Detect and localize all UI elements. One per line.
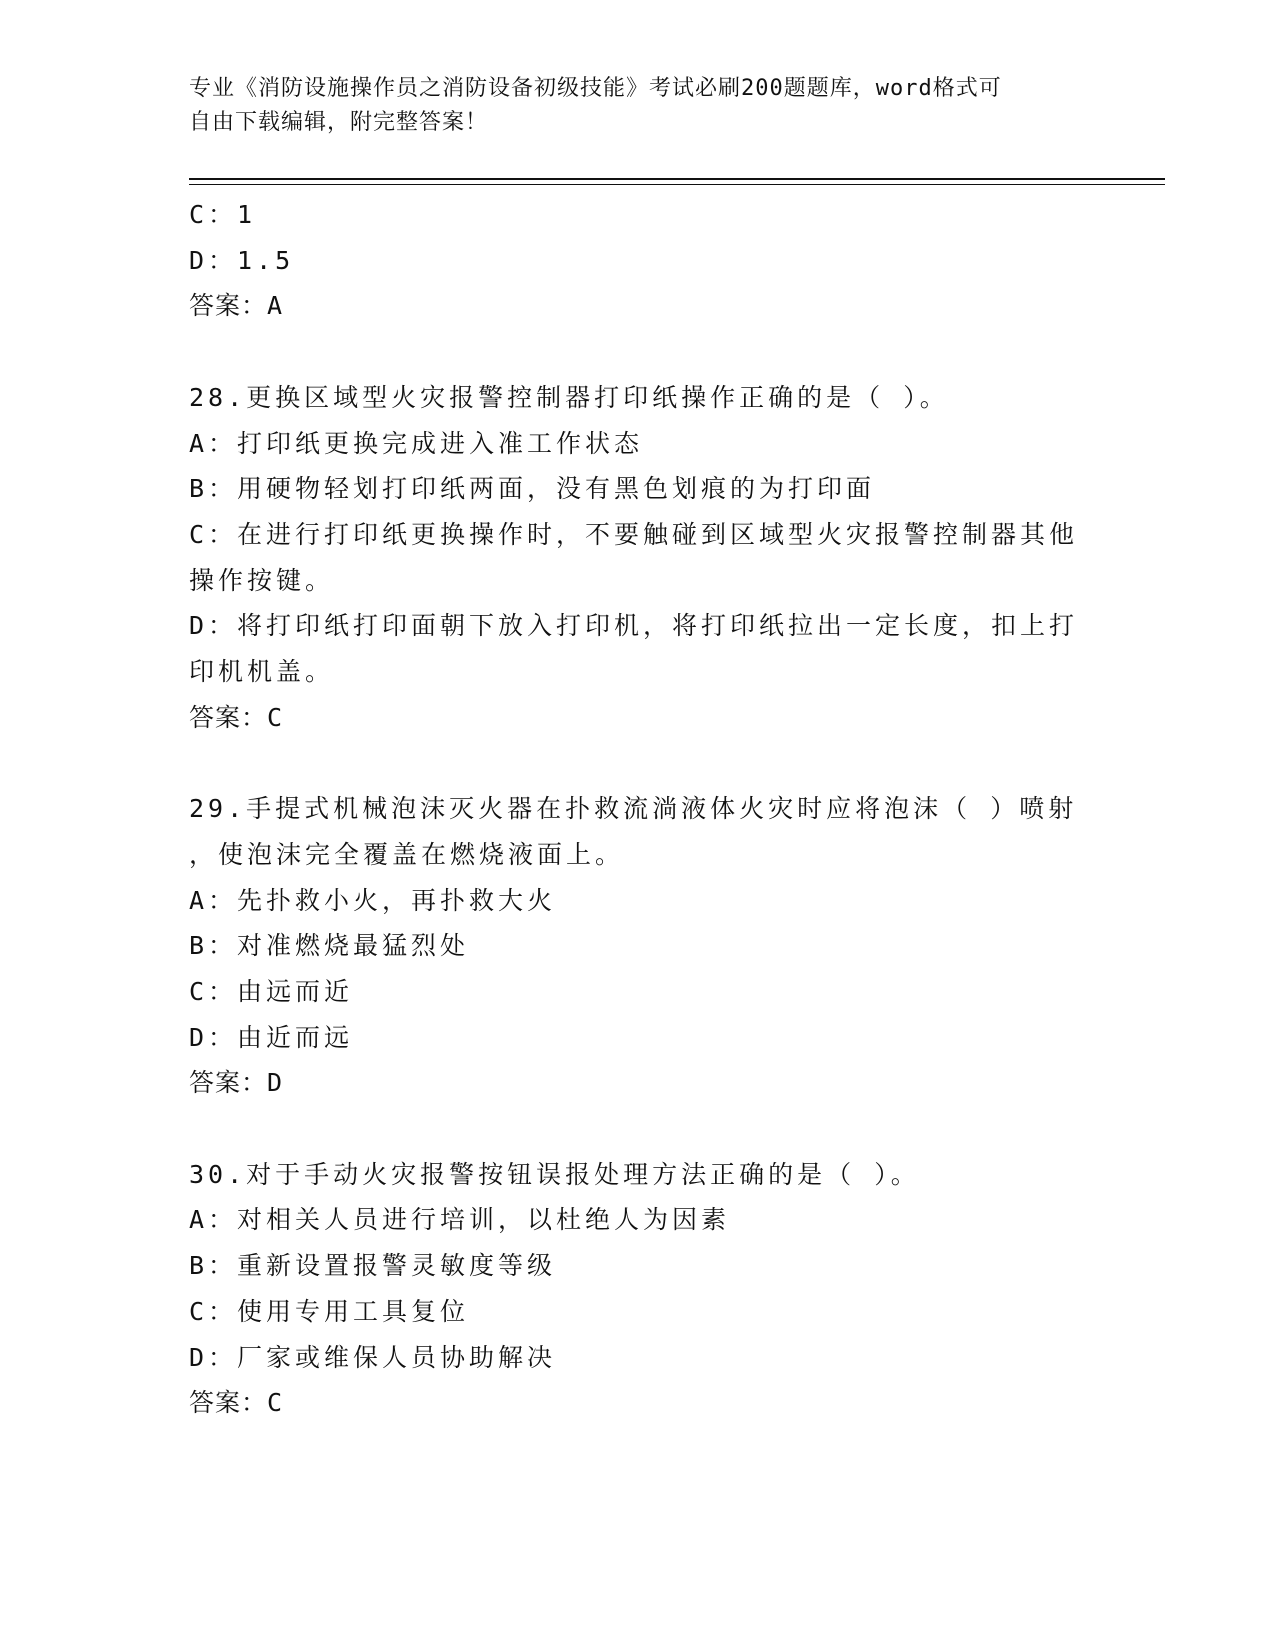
header-divider-thin — [189, 184, 1165, 185]
option-c: C：由远而近 — [189, 976, 354, 1006]
header-line-2: 自由下载编辑，附完整答案！ — [189, 110, 489, 135]
spacer — [189, 1106, 1089, 1152]
answer-line: 答案：D — [189, 1068, 284, 1098]
previous-question-tail — [189, 192, 1089, 329]
question-stem-line-1: 29.手提式机械泡沫灭火器在扑救流淌液体火灾时应将泡沫（ ）喷射 — [189, 794, 1078, 824]
option-c: C：使用专用工具复位 — [189, 1296, 470, 1326]
header-line-1: 专业《消防设施操作员之消防设备初级技能》考试必刷200题题库，word格式可 — [189, 76, 1002, 101]
question-stem: 30.对于手动火灾报警按钮误报处理方法正确的是（ ）。 — [189, 1159, 920, 1189]
question-30 — [189, 1152, 1089, 1426]
spacer — [189, 740, 1089, 786]
answer-line: 答案：A — [189, 291, 284, 321]
option-d: D：1.5 — [189, 245, 295, 275]
answer-line: 答案：C — [189, 1388, 284, 1418]
question-28 — [189, 375, 1089, 741]
header-divider-thick — [189, 178, 1165, 180]
question-stem: 28.更换区域型火灾报警控制器打印纸操作正确的是（ ）。 — [189, 382, 949, 412]
option-c-line-2: 操作按键。 — [189, 565, 335, 595]
option-d: D：由近而远 — [189, 1022, 354, 1052]
option-c: C：1 — [189, 200, 257, 229]
option-b: B：用硬物轻划打印纸两面，没有黑色划痕的为打印面 — [189, 474, 876, 504]
option-d-line-1: D：将打印纸打印面朝下放入打印机，将打印纸拉出一定长度，扣上打 — [189, 611, 1079, 641]
option-b: B：对准燃烧最猛烈处 — [189, 931, 470, 961]
option-b: B：重新设置报警灵敏度等级 — [189, 1251, 557, 1281]
option-d-line-2: 印机机盖。 — [189, 657, 335, 687]
option-c-line-1: C：在进行打印纸更换操作时，不要触碰到区域型火灾报警控制器其他 — [189, 519, 1079, 549]
option-a: A：打印纸更换完成进入准工作状态 — [189, 428, 644, 458]
question-list — [189, 192, 1089, 1426]
document-header — [189, 72, 1089, 140]
option-d: D：厂家或维保人员协助解决 — [189, 1342, 557, 1372]
option-a: A：先扑救小火，再扑救大火 — [189, 885, 557, 915]
spacer — [189, 329, 1089, 375]
option-a: A：对相关人员进行培训，以杜绝人为因素 — [189, 1205, 731, 1235]
question-stem-line-2: ，使泡沫完全覆盖在燃烧液面上。 — [189, 839, 625, 869]
question-29 — [189, 786, 1089, 1106]
answer-line: 答案：C — [189, 702, 284, 732]
